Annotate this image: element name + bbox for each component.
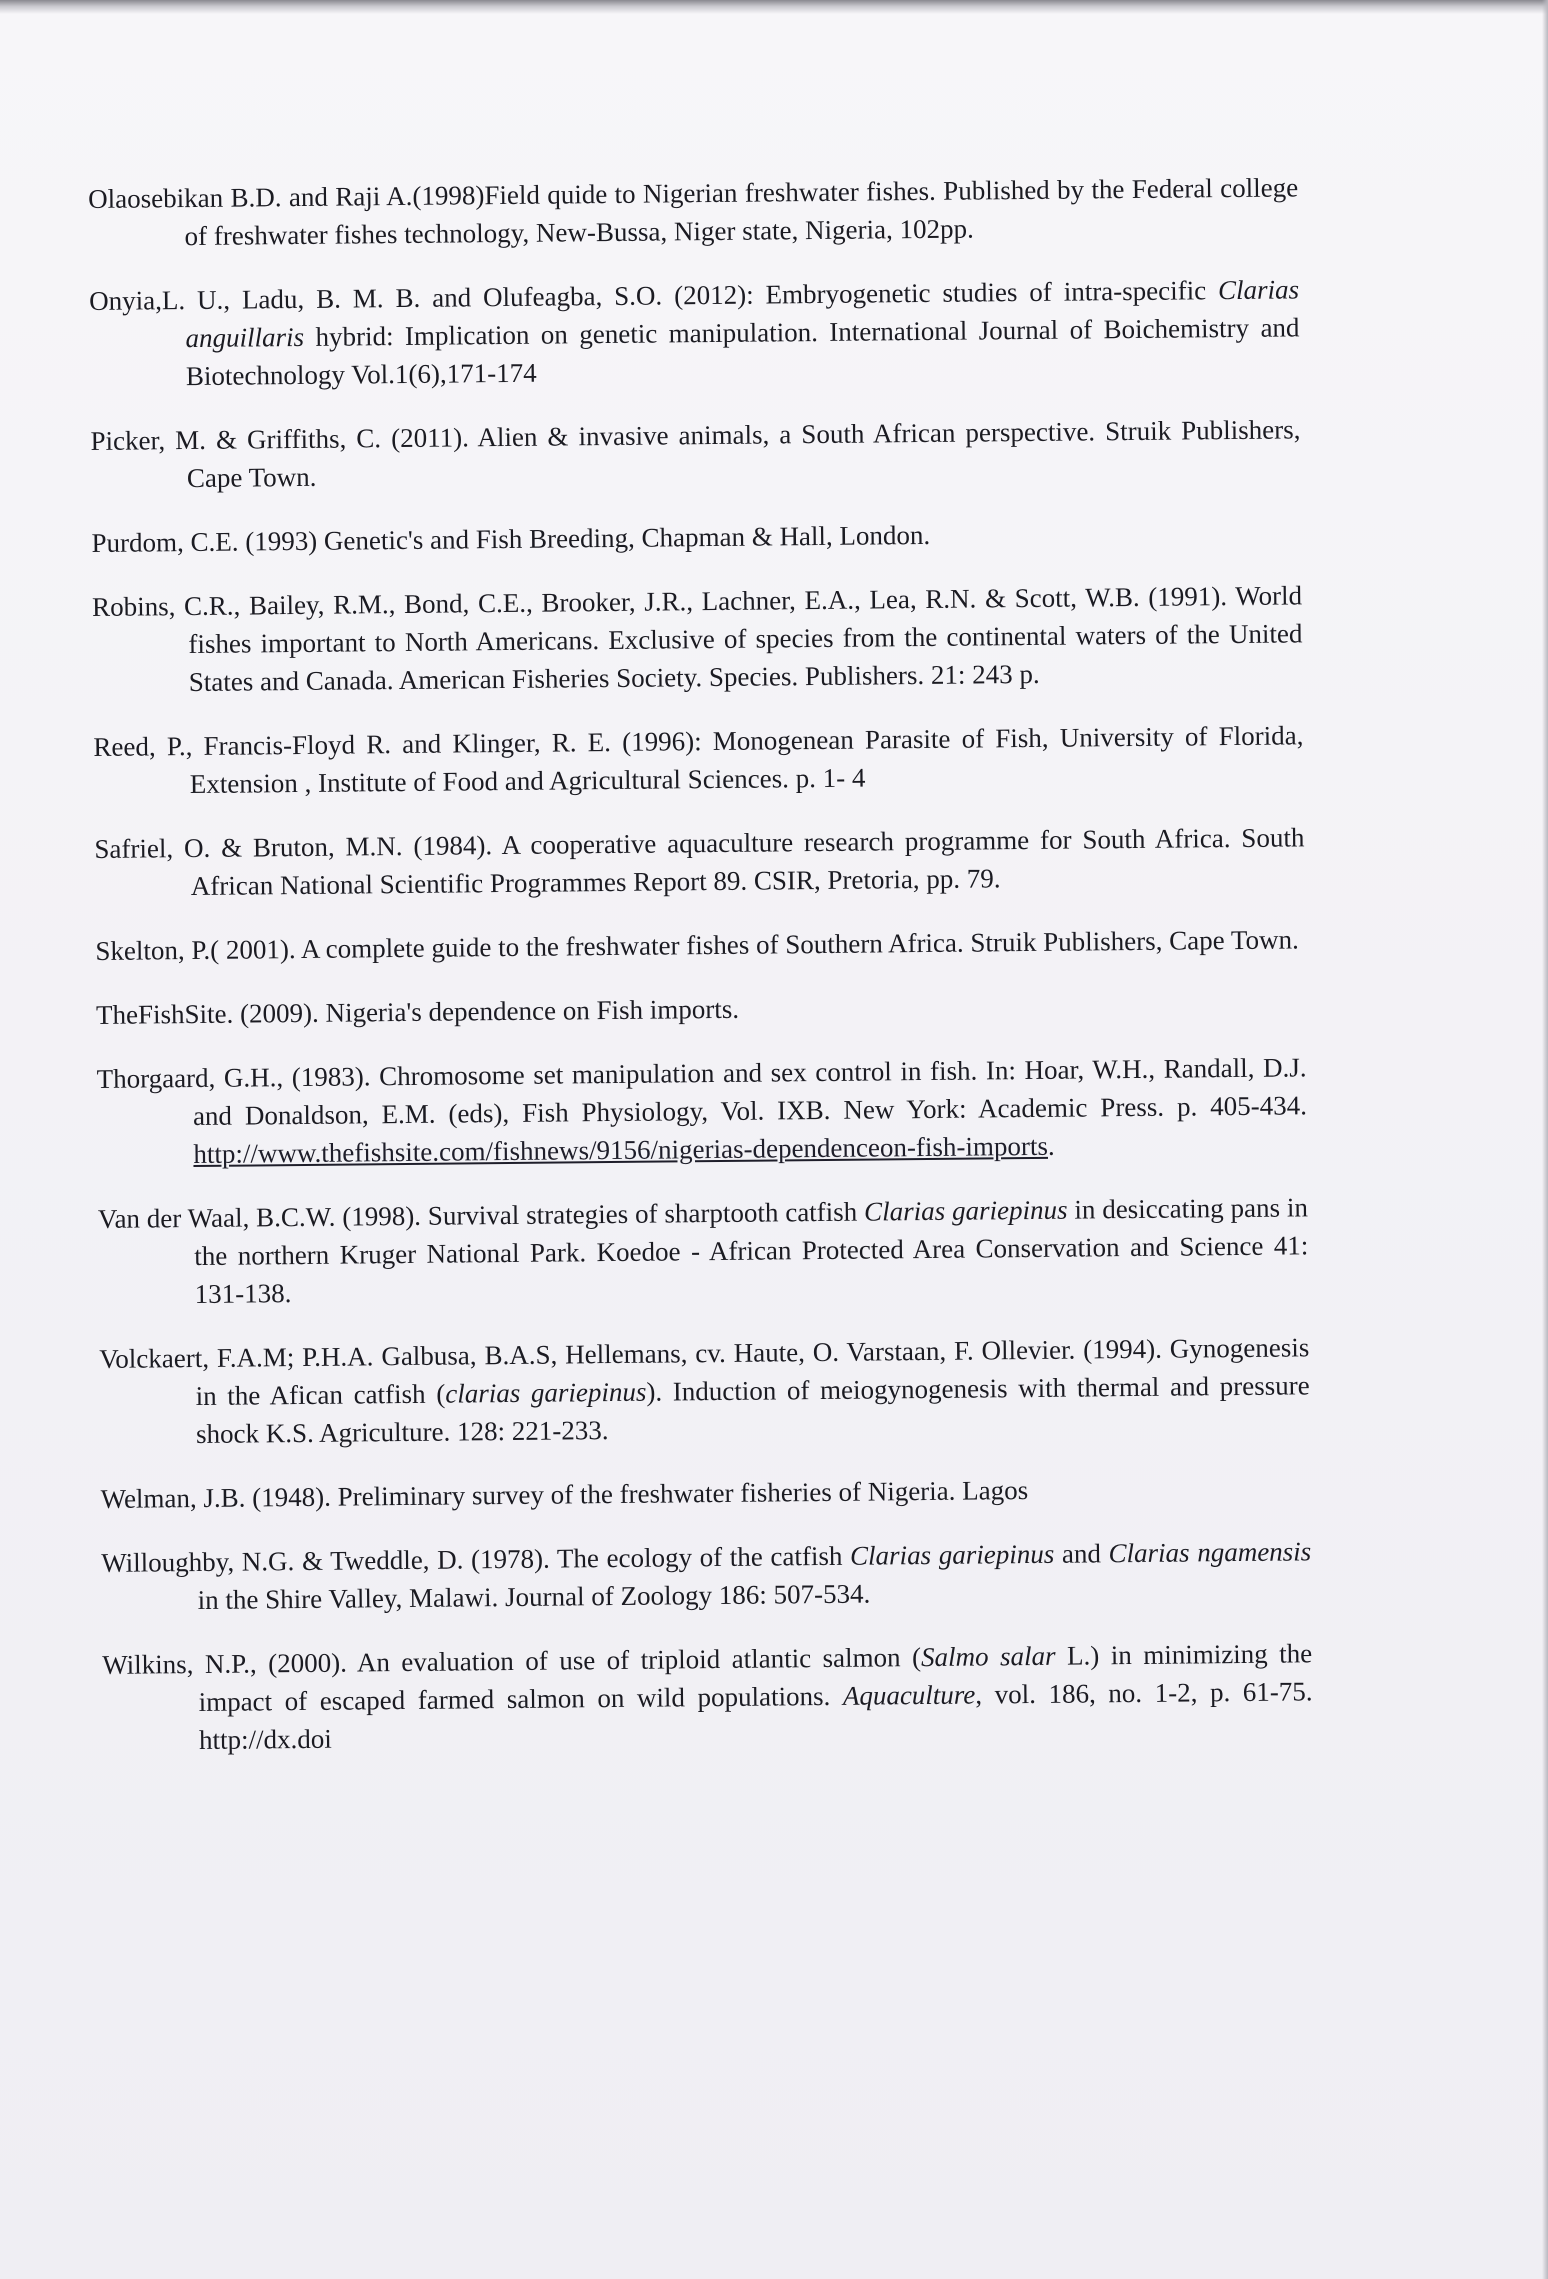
reference-entry [90,410,1301,498]
reference-entry [99,1328,1310,1454]
reference-italic-text: Clarias gariepinus [863,1194,1068,1227]
reference-text: Thorgaard, G.H., (1983). Chromosome set manipulation and sex control in fish. In: Hoar, W.H., Randall, D.J. and Donaldson, E.M. (eds), Fish Physiology, Vol. IXB. New York: Academic Press. p. 405-434. [96,1052,1308,1132]
reference-entry [93,716,1304,804]
reference-text: Wilkins, N.P., (2000). An evaluation of use of triploid atlantic salmon ( [102,1642,922,1680]
reference-text: L.) in minimizing the impact of escaped farmed salmon on wild populations. [198,1638,1313,1718]
reference-italic-text: Salmo salar [920,1640,1056,1673]
reference-list [88,168,1313,1786]
reference-text: TheFishSite. (2009). Nigeria's dependence on Fish imports. [95,993,740,1030]
reference-text: Reed, P., Francis-Floyd R. and Klinger, R. E. (1996): Monogenean Parasite of Fish, University of Florida, Extension , Institute of Food and Agricultural Sciences. p. 1- 4 [93,720,1304,800]
reference-text: Robins, C.R., Bailey, R.M., Bond, C.E., Brooker, J.R., Lachner, E.A., Lea, R.N. & Scott, W.B. (1991). World fishes important to North Americans. Exclusive of species from the continental waters of the United States and Canada. American Fisheries Society. Species. Publishers. 21: 243 p. [91,580,1303,698]
reference-entry [91,512,1301,562]
reference-italic-text: Clarias ngamensis [1108,1536,1312,1569]
scan-top-edge [0,0,1548,14]
reference-text: ). Induction of meiogynogenesis with thermal and pressure shock K.S. Agriculture. 128: 221-233. [195,1370,1310,1450]
scan-right-edge [1542,0,1548,2279]
reference-entry [88,168,1299,256]
reference-text: in the Shire Valley, Malawi. Journal of Zoology 186: 507-534. [197,1578,871,1616]
reference-text: Purdom, C.E. (1993) Genetic's and Fish Breeding, Chapman & Hall, London. [91,519,931,558]
reference-text: . [1047,1130,1055,1161]
reference-text: in desiccating pans in the northern Kruger National Park. Koedoe - African Protected Area Conservation and Science 41: 131-138. [194,1192,1309,1310]
reference-text: Welman, J.B. (1948). Preliminary survey of the freshwater fisheries of Nigeria. Lagos [100,1475,1029,1514]
reference-entry [92,576,1303,702]
reference-text: , vol. 186, no. 1-2, p. 61-75. http://dx.doi [198,1676,1313,1756]
reference-entry [96,984,1306,1034]
reference-text: Olaosebikan B.D. and Raji A.(1998)Field quide to Nigerian freshwater fishes. Published by the Federal college of freshwater fishes technology, New-Bussa, Niger state, Nigeria, 102pp. [88,172,1299,252]
reference-entry [95,920,1305,970]
reference-italic-text: Aquaculture [842,1679,976,1711]
reference-text: Skelton, P.( 2001). A complete guide to the freshwater fishes of Southern Africa. Struik Publishers, Cape Town. [95,924,1299,966]
reference-text: and [1054,1538,1109,1569]
reference-italic-text: clarias gariepinus [445,1376,647,1409]
reference-italic-text: Clarias gariepinus [849,1538,1055,1571]
reference-text: Volckaert, F.A.M; P.H.A. Galbusa, B.A.S, Hellemans, cv. Haute, O. Varstaan, F. Ollevier. (1994). Gynogenesis in the Afican catfish ( [99,1332,1310,1412]
reference-text: Picker, M. & Griffiths, C. (2011). Alien & invasive animals, a South African perspective. Struik Publishers, Cape Town. [90,414,1301,494]
reference-url[interactable]: http://www.thefishsite.com/fishnews/9156/nigerias-dependenceon-fish-imports [193,1130,1049,1170]
reference-entry [100,1468,1310,1518]
reference-italic-text: Clarias anguillaris [185,274,1300,354]
reference-text: Van der Waal, B.C.W. (1998). Survival strategies of sharptooth catfish [97,1196,865,1234]
reference-text: Willoughby, N.G. & Tweddle, D. (1978). The ecology of the catfish [101,1540,851,1578]
reference-entry [96,1048,1307,1174]
reference-entry [94,818,1305,906]
reference-entry [101,1532,1312,1620]
reference-text: Safriel, O. & Bruton, M.N. (1984). A cooperative aquaculture research programme for South Africa. South African National Scientific Programmes Report 89. CSIR, Pretoria, pp. 79. [94,822,1305,902]
reference-entry [89,270,1300,396]
reference-text: Onyia,L. U., Ladu, B. M. B. and Olufeagba, S.O. (2012): Embryogenetic studies of intra-specific [89,275,1219,316]
reference-entry [98,1188,1309,1314]
reference-text: hybrid: Implication on genetic manipulation. International Journal of Boichemistry and Biotechnology Vol.1(6),171-174 [185,312,1300,392]
reference-entry [102,1634,1313,1760]
